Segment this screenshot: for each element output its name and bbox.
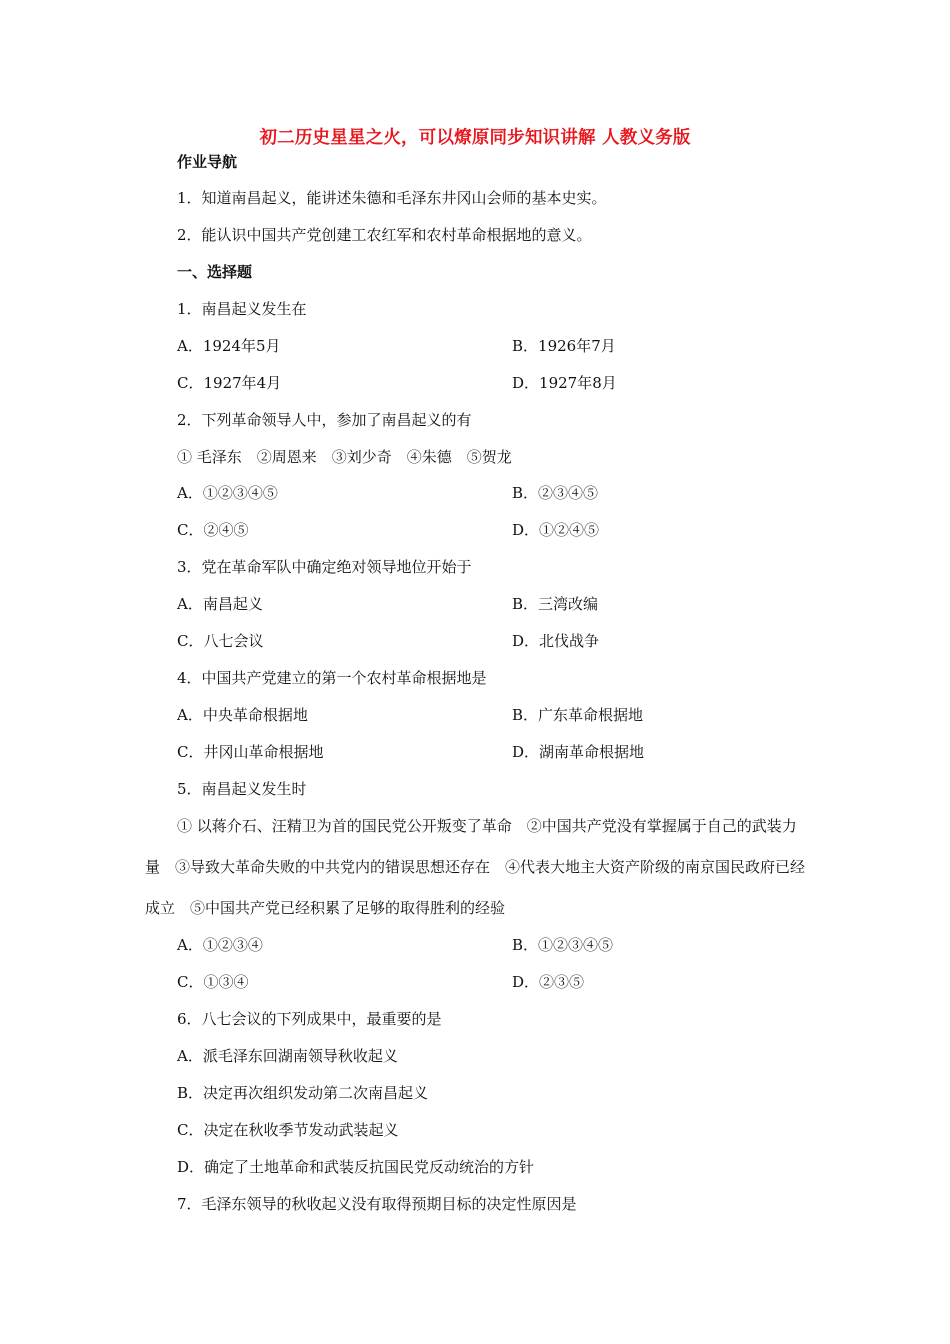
question-1-option-b: B．1926年7月 bbox=[512, 337, 616, 355]
question-4-option-a: A．中央革命根据地 bbox=[177, 706, 308, 724]
question-2-choices: ① 毛泽东 ②周恩来 ③刘少奇 ④朱德 ⑤贺龙 bbox=[177, 448, 512, 466]
question-2-option-b: B．②③④⑤ bbox=[512, 484, 599, 502]
question-1-option-d: D．1927年8月 bbox=[512, 374, 617, 392]
question-3-option-a: A．南昌起义 bbox=[177, 595, 263, 613]
question-5-option-a: A．①②③④ bbox=[177, 936, 263, 954]
question-3-stem: 3．党在革命军队中确定绝对领导地位开始于 bbox=[177, 558, 472, 576]
question-3-option-c: C．八七会议 bbox=[177, 632, 264, 650]
question-4-option-c: C．井冈山革命根据地 bbox=[177, 743, 324, 761]
question-2-option-d: D．①②④⑤ bbox=[512, 521, 600, 539]
question-4-option-b: B．广东革命根据地 bbox=[512, 706, 644, 724]
question-6-option-c: C．决定在秋收季节发动武装起义 bbox=[177, 1121, 399, 1139]
question-5-option-c: C．①③④ bbox=[177, 973, 249, 991]
nav-item-1: 1．知道南昌起义，能讲述朱德和毛泽东井冈山会师的基本史实。 bbox=[177, 189, 607, 207]
question-1-option-a: A．1924年5月 bbox=[177, 337, 281, 355]
question-3-option-b: B．三湾改编 bbox=[512, 595, 599, 613]
question-1-stem: 1．南昌起义发生在 bbox=[177, 300, 307, 318]
question-5-option-d: D．②③⑤ bbox=[512, 973, 585, 991]
question-6-option-d: D．确定了土地革命和武装反抗国民党反动统治的方针 bbox=[177, 1158, 535, 1176]
question-4-option-d: D．湖南革命根据地 bbox=[512, 743, 645, 761]
section-heading: 一、选择题 bbox=[177, 263, 253, 281]
question-2-stem: 2．下列革命领导人中，参加了南昌起义的有 bbox=[177, 411, 472, 429]
question-3-option-d: D．北伐战争 bbox=[512, 632, 600, 650]
question-6-stem: 6．八七会议的下列成果中，最重要的是 bbox=[177, 1010, 442, 1028]
question-5-choices: ① 以蒋介石、汪精卫为首的国民党公开叛变了革命 ②中国共产党没有掌握属于自己的武装力量 ③导致大革命失败的中共党内的错误思想还存在 ④代表大地主大资产阶级的南京国民政府已经成立 ⑤中国共产党已经积累了足够的取得胜利的经验 bbox=[145, 817, 806, 917]
document-title: 初二历史星星之火，可以燎原同步知识讲解 人教义务版 bbox=[259, 128, 691, 148]
nav-item-2: 2．能认识中国共产党创建工农红军和农村革命根据地的意义。 bbox=[177, 226, 592, 244]
question-1-option-c: C．1927年4月 bbox=[177, 374, 282, 392]
question-5-option-b: B．①②③④⑤ bbox=[512, 936, 614, 954]
question-4-stem: 4．中国共产党建立的第一个农村革命根据地是 bbox=[177, 669, 487, 687]
nav-heading: 作业导航 bbox=[177, 153, 238, 171]
question-7-stem: 7．毛泽东领导的秋收起义没有取得预期目标的决定性原因是 bbox=[177, 1195, 577, 1213]
question-6-option-a: A．派毛泽东回湖南领导秋收起义 bbox=[177, 1047, 398, 1065]
question-2-option-a: A．①②③④⑤ bbox=[177, 484, 278, 502]
question-6-option-b: B．决定再次组织发动第二次南昌起义 bbox=[177, 1084, 429, 1102]
question-5-stem: 5．南昌起义发生时 bbox=[177, 780, 307, 798]
question-2-option-c: C．②④⑤ bbox=[177, 521, 249, 539]
